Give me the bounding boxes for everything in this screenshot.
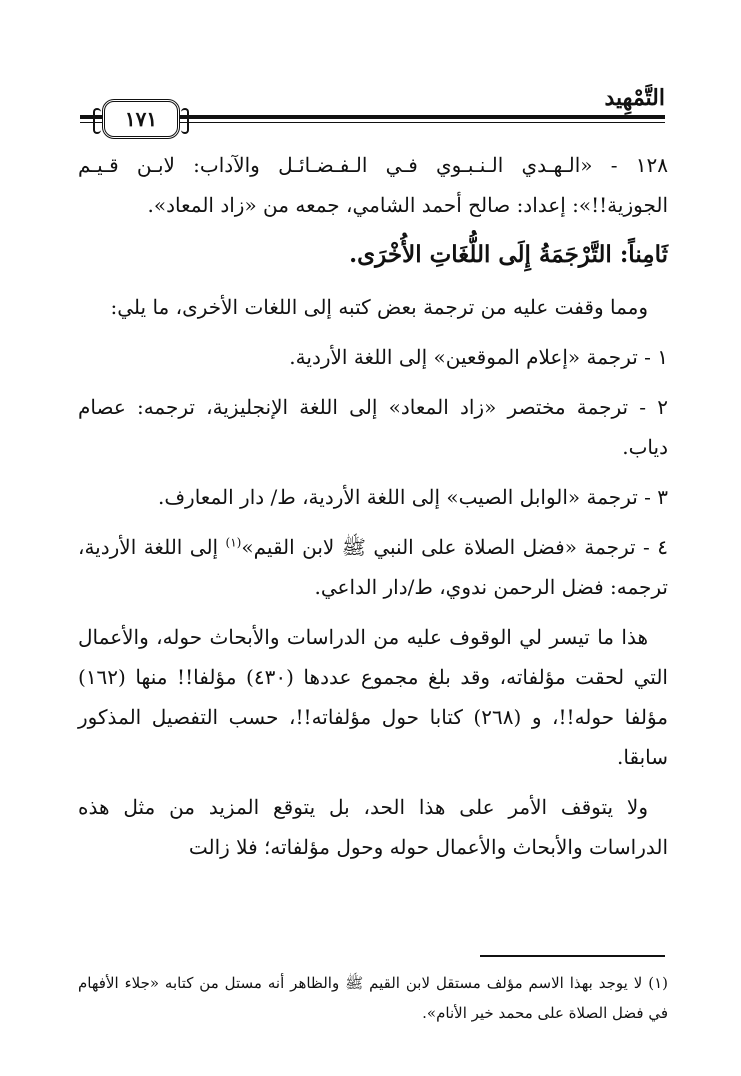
item-dash: - (628, 395, 647, 419)
footnote-number: (١) (648, 974, 668, 992)
footnote-reference[interactable]: (١) (225, 535, 242, 550)
item-number: ٣ (657, 485, 668, 509)
item-dash: - (592, 153, 618, 177)
translation-item-1 (78, 337, 668, 377)
translation-item-2 (78, 387, 668, 467)
item-text: ترجمة «إعلام الموقعين» إلى اللغة الأردية. (289, 345, 638, 369)
main-text (78, 145, 668, 877)
translation-item-3 (78, 477, 668, 517)
list-item-128 (78, 145, 668, 225)
summary-paragraph: هذا ما تيسر لي الوقوف عليه من الدراسات والأبحاث حوله، والأعمال التي لحقت مؤلفاته، وقد بلغ مجموع عددها (٤٣٠) مؤلفا!! منها (١٦٢) مؤلفا حوله!!، و (٢٦٨) كتابا حول مؤلفاته!!، حسب التفصيل المذكور سابقا. (78, 625, 669, 769)
item-text-continued: إلى اللغة الأردية، ترجمه: فضل الرحمن ندوي، ط/دار الداعي. (78, 535, 668, 599)
footnote-text: لا يوجد بهذا الاسم مؤلف مستقل لابن القيم ﷺ والظاهر أنه مستل من كتابه «جلاء الأفهام في فضل الصلاة على محمد خير الأنام». (78, 974, 668, 1022)
item-text: ترجمة مختصر «زاد المعاد» إلى اللغة الإنجليزية، ترجمه: عصام دياب. (78, 395, 668, 459)
item-number: ١٢٨ (635, 153, 669, 177)
item-number: ٤ (657, 535, 668, 559)
intro-paragraph: ومما وقفت عليه من ترجمة بعض كتبه إلى اللغات الأخرى، ما يلي: (110, 295, 648, 319)
section-heading: ثَامِناً: التَّرْجَمَةُ إِلَى اللُّغَاتِ الأُخْرَى. (349, 241, 668, 268)
running-title: التَّمْهِيد (604, 85, 665, 111)
item-text: ترجمة «فضل الصلاة على النبي ﷺ لابن القيم» (241, 535, 636, 559)
page-number: ١٧١ (102, 99, 180, 139)
item-number: ١ (657, 345, 668, 369)
footnote-separator (480, 955, 665, 957)
item-dash: - (635, 535, 650, 559)
item-number: ٢ (657, 395, 668, 419)
page-header (80, 85, 665, 135)
item-text: «الـهـدي الـنـبـوي فـي الـفـضـائـل والآداب: لابـن قـيـم الجوزية!!»: إعداد: صالح أحمد الشامي، جمعه من «زاد المعاد». (78, 153, 668, 217)
item-text: ترجمة «الوابل الصيب» إلى اللغة الأردية، ط/ دار المعارف. (157, 485, 638, 509)
closing-paragraph: ولا يتوقف الأمر على هذا الحد، بل يتوقع المزيد من مثل هذه الدراسات والأبحاث والأعمال حوله وحول مؤلفاته؛ فلا زالت (78, 795, 668, 859)
footnote (78, 968, 668, 1028)
item-dash: - (637, 485, 651, 509)
translation-item-4 (78, 527, 668, 607)
item-dash: - (637, 345, 651, 369)
